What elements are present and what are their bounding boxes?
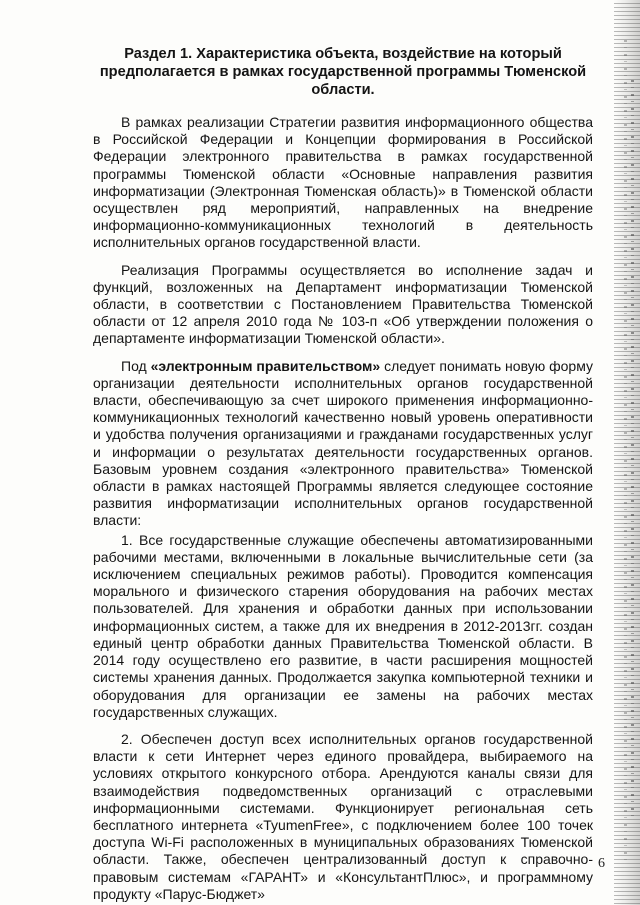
list-item-2: 2. Обеспечен доступ всех исполнительных органов государственной власти к сети Интернет через единого провайдера, выбираемого на условиях открытого конкурсного отбора. Арендуются каналы связи для взаимодействия подведомственных организаций с отраслевыми информационными системами. Функционирует региональная сеть бесплатного интернета «TyumenFree», с подключением более 100 точек доступа Wi-Fi расположенных в муниципальных образованиях Тюменской области. Также, обеспечен централизованный доступ к справочно-правовым системам «ГАРАНТ» и «КонсультантПлюс», и программному продукту «Парус-Бюджет» — [93, 730, 593, 902]
scan-shadow-edge — [614, 0, 640, 905]
paragraph-3-lead: Под — [121, 357, 151, 374]
paragraph-3 — [93, 358, 593, 530]
page-number: 6 — [598, 856, 605, 871]
paragraph-3-body: следует понимать новую форму организации деятельности исполнительных органов государственной власти, обеспечивающую за счет широкого применения информационно-коммуникационных технологий качественно новый уровень оперативности и удобства получения организациями и гражданами государственных услуг и информации о результатах деятельности государственных органов. Базовым уровнем создания «электронного правительства» Тюменской области в рамках настоящей Программы является следующее состояние развития информатизации исполнительных органов государственной власти: — [93, 357, 594, 529]
paragraph-2: Реализация Программы осуществляется во исполнение задач и функций, возложенных на Департамент информатизации Тюменской области, в соответствии с Постановлением Правительства Тюменской области от 12 апреля 2010 года № 103-п «Об утверждении положения о департаменте информатизации Тюменской области». — [93, 261, 593, 347]
section-heading: Раздел 1. Характеристика объекта, воздействие на который предполагается в рамках государственной программы Тюменской области. — [99, 46, 587, 98]
scan-artifact-strip — [631, 80, 634, 820]
e-government-term: «электронным правительством» — [150, 357, 381, 374]
document-body — [93, 45, 593, 905]
paragraph-1: В рамках реализации Стратегии развития информационного общества в Российской Федерации и Концепции формирования в Российской Федерации электронного правительства в рамках государственной программы Тюменской области «Основные направления развития информатизации (Электронная Тюменская область)» в Тюменской области осуществлен ряд мероприятий, направленных на внедрение информационно-коммуникационных технологий в деятельность исполнительных органов государственной власти. — [93, 114, 593, 251]
scan-artifact-strip — [624, 40, 627, 860]
list-item-1: 1. Все государственные служащие обеспечены автоматизированными рабочими местами, включенными в локальные вычислительные сети (за исключением специальных режимов работы). Проводится компенсация морального и физического старения оборудования на рабочих местах пользователей. Для хранения и обработки данных при использовании информационных систем, а также для их внедрения в 2012-2013гг. создан единый центр обработки данных Правительства Тюменской области. В 2014 году осуществлено его развитие, в части расширения мощностей системы хранения данных. Продолжается закупка компьютерной техники и оборудования для организации ее замены на рабочих местах государственных служащих. — [93, 531, 593, 720]
